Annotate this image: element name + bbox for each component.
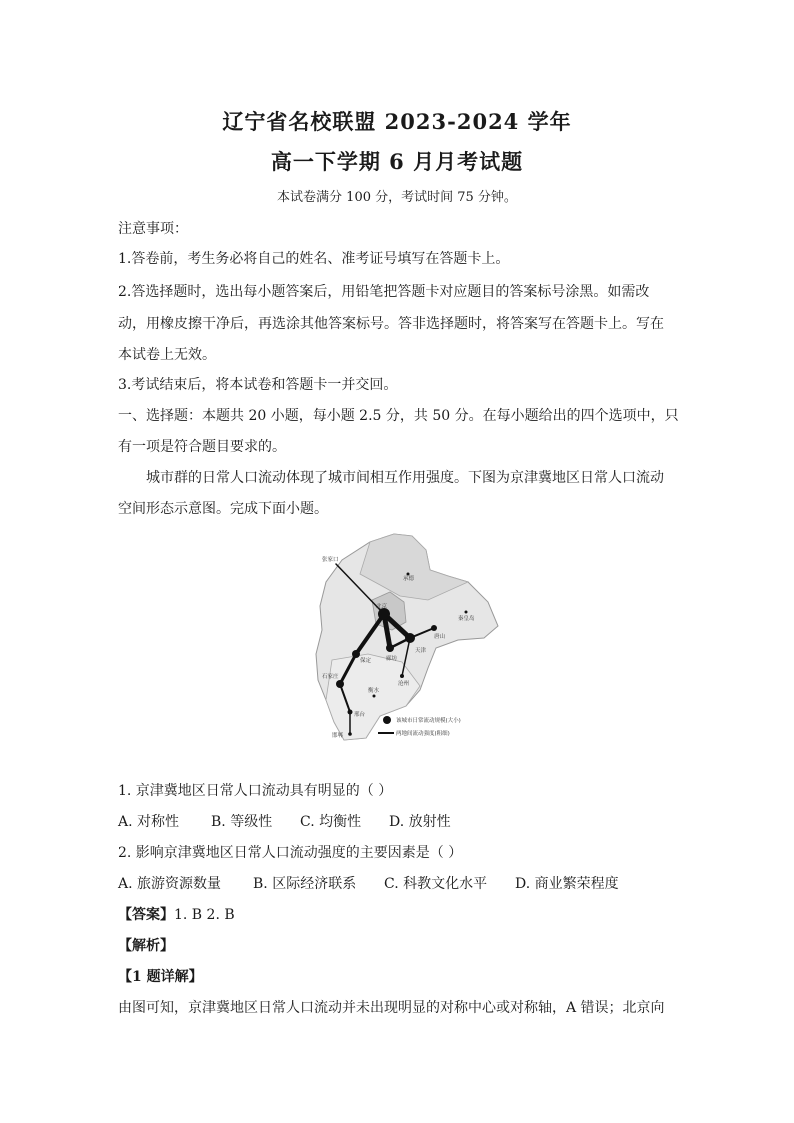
analysis-label: 【解析】 <box>118 938 174 954</box>
exam-subtitle: 本试卷满分 100 分，考试时间 75 分钟。 <box>277 190 517 205</box>
legend-line-label: 两地间流动强度(粗细) <box>396 731 450 737</box>
city-label-qinhuangdao: 秦皇岛 <box>458 616 475 622</box>
q2-option-c[interactable]: C. 科教文化水平 <box>384 876 488 892</box>
city-label-handan: 邯郸 <box>332 733 344 739</box>
section-1-heading-line-2: 有一项是符合题目要求的。 <box>118 439 286 455</box>
city-dot-tianjin <box>405 633 415 643</box>
question-2-options <box>118 873 619 893</box>
legend-dot-label: 该城市日常流动规模(大小) <box>396 718 461 724</box>
q2-option-d[interactable]: D. 商业繁荣程度 <box>515 876 619 892</box>
city-dot-xingtai <box>348 710 353 715</box>
city-dot-tangshan <box>431 625 437 631</box>
city-label-tianjin: 天津 <box>415 648 427 654</box>
notes-item-2-line-1: 2.答选择题时，选出每小题答案后，用铅笔把答题卡对应题目的答案标号涂黑。如需改 <box>118 284 650 300</box>
answer-line <box>118 904 235 924</box>
map-legend <box>378 716 461 737</box>
passage-line-1: 城市群的日常人口流动体现了城市间相互作用强度。下图为京津冀地区日常人口流动 <box>146 470 664 486</box>
jingjinji-population-flow-map <box>308 530 508 745</box>
exam-title-line2: 高一下学期 6 月月考试题 <box>270 149 524 174</box>
question-1-stem: 1. 京津冀地区日常人口流动具有明显的（ ） <box>118 783 393 799</box>
city-dot-hengshui <box>373 695 376 698</box>
city-label-tangshan: 唐山 <box>434 634 446 640</box>
question-2-stem: 2. 影响京津冀地区日常人口流动强度的主要因素是（ ） <box>118 845 463 861</box>
notes-heading: 注意事项： <box>118 221 188 237</box>
notes-item-2-line-3: 本试卷上无效。 <box>118 347 216 363</box>
section-1-heading-line-1: 一、选择题：本题共 20 小题，每小题 2.5 分，共 50 分。在每小题给出的四个选项中，只 <box>118 408 679 424</box>
city-label-langfang: 廊坊 <box>386 656 398 662</box>
city-label-shijiazhuang: 石家庄 <box>322 674 339 680</box>
q1-option-d[interactable]: D. 放射性 <box>389 814 451 830</box>
city-dot-baoding <box>352 650 360 658</box>
legend-dot-icon <box>383 716 391 724</box>
q2-option-b[interactable]: B. 区际经济联系 <box>253 876 357 892</box>
notes-item-2-line-2: 动，用橡皮擦干净后，再选涂其他答案标号。答非选择题时，将答案写在答题卡上。写在 <box>118 316 664 332</box>
city-dot-qinhuangdao <box>465 611 468 614</box>
exam-title-line1: 辽宁省名校联盟 2023-2024 学年 <box>222 109 572 134</box>
city-dot-cangzhou <box>400 674 404 678</box>
analysis-text: 由图可知，京津冀地区日常人口流动并未出现明显的对称中心或对称轴，A 错误；北京向 <box>118 1000 665 1016</box>
city-dot-shijiazhuang <box>336 680 344 688</box>
city-label-hengshui: 衡水 <box>368 688 380 694</box>
city-label-beijing: 北京 <box>376 604 388 610</box>
city-dot-langfang <box>386 644 394 652</box>
passage-line-2: 空间形态示意图。完成下面小题。 <box>118 501 328 517</box>
city-label-baoding: 保定 <box>360 658 372 664</box>
city-label-xingtai: 邢台 <box>354 712 366 718</box>
q1-option-b[interactable]: B. 等级性 <box>211 814 273 830</box>
answer-label: 【答案】 <box>118 907 174 923</box>
city-label-chengde: 承德 <box>403 576 415 582</box>
q1-option-a[interactable]: A. 对称性 <box>118 814 180 830</box>
analysis-subheading: 【1 题详解】 <box>118 969 203 985</box>
q2-option-a[interactable]: A. 旅游资源数量 <box>118 876 222 892</box>
question-1-options <box>118 811 451 831</box>
answer-text: 1. B 2. B <box>174 907 235 923</box>
city-dot-handan <box>348 732 352 736</box>
city-label-zhangjiakou: 张家口 <box>322 557 339 563</box>
notes-item-1: 1.答卷前，考生务必将自己的姓名、准考证号填写在答题卡上。 <box>118 251 510 267</box>
notes-item-3: 3.考试结束后，将本试卷和答题卡一并交回。 <box>118 377 398 393</box>
city-label-cangzhou: 沧州 <box>398 681 410 687</box>
q1-option-c[interactable]: C. 均衡性 <box>300 814 362 830</box>
